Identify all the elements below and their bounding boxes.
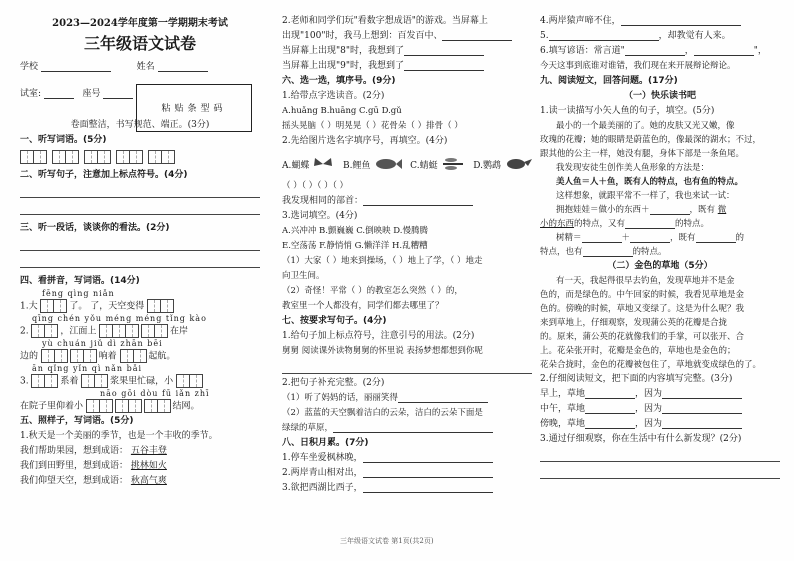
passage-2: 有一天，我起得很早去钓鱼，发现草地并不是金 色的，而是绿色的。中午回家的时候，我看见草地是金 色的。傍晚的时候，草地又变绿了。这是为什么呢？我 来到草地上，仔细观察，发现蒲公英的花瓣是合拢 的。原来，蒲公英的花就像我们的手掌，可以张开、合 上。花朵张开时，花瓣是金色的，草地也是金色的； 花朵合拢时，金色的花瓣被包住了，草地就变成绿色的了。 [540,276,762,370]
answer-blank[interactable] [583,246,633,257]
question-text: 2.两岸青山相对出， [282,466,532,481]
seat-label: 座号 [82,89,101,99]
question-text: 舅舅 阅读课外读物舅舅的怀里说 表扬梦想都想到你呢 [282,346,483,356]
pinyin-q1: 1.大 了。 了，天空变得 [20,299,260,314]
q5-intro: 1.秋天是一个美丽的季节，也是一个丰收的季节。 [20,431,218,441]
school-name-row [20,60,260,75]
paper-title: 三年级语文试卷 [83,34,196,53]
pinyin-q2: 2. ，江面上 在岸 [20,324,260,339]
options-text: A.huǎng B.huāng C.gū D.gǔ [282,106,402,116]
question-text: 2.把句子补充完整。(2分) [282,378,385,388]
answer-blank[interactable] [662,388,742,399]
animal-item: C.蜻蜓 [410,156,464,172]
question-text: 摇头晃脑（ ）明晃晃（ ）花骨朵（ ）排骨（ ） [282,121,463,131]
question-text: （2）奇怪！平常（ ）的教室怎么突然（ ）的， [282,286,463,296]
answer-row: 中午，草地 ，因为 [540,402,780,417]
butterfly-icon [312,156,334,172]
pinyin-hint: yù chuán jiǔ dì zhān bēi [42,339,163,348]
section-8-title: 八、日积月累。(7分) [282,438,369,448]
question-text: 2.仔细阅读短文，把下面的内容填写完整。(3分) [540,374,733,384]
answer-line[interactable] [540,447,780,462]
pinyin-hint: nāo gōi dòu fū iǎn zhī [100,389,210,398]
section-5-title: 五、照样子，写词语。(5分) [20,416,134,426]
answer-blank[interactable] [404,45,484,56]
answer-line[interactable] [20,253,260,268]
section-1-title: 一、听写词语。(5分) [20,135,107,145]
question-text: 3.通过仔细观察，你在生活中有什么新发现？(2分) [540,434,742,444]
question-text: 2.老师和同学们玩"看数字想成语"的游戏。当屏幕上 [282,16,488,26]
pinyin-hint: fēng qìng niǎn [42,289,115,298]
question-text: 当屏幕上出现"9"时，我想到了 [282,59,532,74]
answer-blank[interactable] [363,195,473,206]
column-middle [282,14,532,496]
page-footer: 三年级语文试卷 第1页(共2页) [340,537,434,545]
answer-blank[interactable] [363,467,493,478]
options-text: A.兴冲冲 B.颤巍巍 C.倒映映 D.慢腾腾 [282,226,429,236]
writing-note: 卷面整洁，书写规范、端正。(3分) [70,120,210,130]
name-field[interactable] [158,61,208,72]
carp-icon [374,156,402,172]
answer-line[interactable] [20,236,260,251]
answer-blank[interactable] [694,45,754,56]
answer-blank[interactable] [363,482,493,493]
answer-blank[interactable] [582,232,622,243]
question-text: （1）大家（ ）地来到操场，（ ）地上了学，（ ）地走 [282,256,483,266]
passage-2-title: （二）金色的草地（5分） [607,261,713,271]
animal-item: D.鹦鹉 [473,156,532,172]
animal-item: B.鲤鱼 [343,156,401,172]
pinyin-q3: 边的 响着 起航。 [20,349,260,364]
sticker-label: 粘贴条型码 [161,104,227,114]
question-text: 我发现相同的部首： [282,194,532,209]
question-text: 5. ，却教觉有人来。 [540,31,731,41]
name-label: 姓名 [136,62,155,72]
answer-blank[interactable] [363,452,493,463]
school-field[interactable] [41,61,111,72]
answer-blank[interactable] [585,388,635,399]
question-text: 3.选词填空。(4分) [282,211,358,221]
room-label: 试室: [20,89,42,99]
passage-1-title: （一）快乐读书吧 [623,91,696,101]
question-text: 今天这事到底谁对谁错，我们现在来开展辩论辩论。 [540,61,736,71]
answer-blank[interactable] [696,232,736,243]
question-text: 1.读一读描写小矢人鱼的句子，填空。(5分) [540,106,715,116]
answer-blank[interactable] [662,418,742,429]
passage-1: 最小的一个最美丽的了。她的皮肤又光又嫩，像 玫瑰的花瓣；她的眼睛是蔚蓝色的，像最深的湖水；不过， 跟其他的公主一样，她没有腿，身体下部是一条鱼尾。 我发现安徒生创作美人鱼形象的方法是： 美人鱼＝人＋鱼，既有人的特点，也有鱼的特点。 这样想象，就跟平常不一样了，我也来试一试： 拥抱娃娃＝做小的东西＋ ，既有 微 小的东西的特点，又有 的特点。 树精＝ ＋ ，既有 的 特点，也有 的特点。 [540,121,762,257]
answer-blank[interactable] [398,392,488,403]
answer-blank[interactable] [662,403,742,414]
answer-blank[interactable] [630,232,670,243]
question-text: 6.填写谚语：常言道" ， "， [540,46,767,56]
answer-blank[interactable] [549,30,659,41]
question-text: 3.欲把西湖比西子， [282,481,532,496]
pinyin-q4: 3. 系着 浆果里忙碌，小 [20,374,260,389]
question-text: 2.先给图片选名字填序号，再填空。(4分) [282,136,448,146]
options-text: E.空荡荡 F.静悄悄 G.懒洋洋 H.乱糟糟 [282,241,428,251]
answer-line[interactable] [20,200,260,215]
answer-blank[interactable] [621,15,741,26]
question-text: （2）蓝蓝的天空飘着洁白的云朵，洁白的云朵下面是 [282,408,483,418]
question-text: 1.给带点字选读音。(2分) [282,91,385,101]
q5-row: 我们到田野里，想到成语： 挑林如火 [20,461,167,471]
column-right [540,14,780,481]
school-label: 学校 [20,62,39,72]
section-3-title: 三、听一段话，谈谈你的看法。(2分) [20,223,170,233]
parrot-icon [504,156,532,172]
question-text: 教室里一个人都没有，同学们都去哪里了？ [282,301,444,311]
q5-row: 我们帮助果园，想到成语： 五谷丰登 [20,446,167,456]
answer-row: 傍晚，草地 ，因为 [540,417,780,432]
barcode-sticker-box [136,84,252,132]
pinyin-hint: ān qǐng yǐn qì nǎn bǎi [32,364,143,373]
answer-line[interactable] [282,359,532,374]
section-2-title: 二、听写句子，注意加上标点符号。(4分) [20,170,188,180]
question-text: 1.给句子加上标点符号，注意引号的用法。(2分) [282,331,475,341]
section-4-title: 四、看拼音，写词语。(14分) [20,276,140,286]
animal-images [282,151,532,177]
section-7-title: 七、按要求写句子。(4分) [282,316,387,326]
section-6-title: 六、选一选，填序号。(9分) [282,76,396,86]
answer-blank[interactable] [585,418,635,429]
animal-item: A.蝴蝶 [282,156,334,172]
answer-line[interactable] [540,464,780,479]
dragonfly-icon [441,156,465,172]
answer-blank[interactable] [585,403,635,414]
answer-blank[interactable] [333,422,493,433]
answer-blank[interactable] [625,45,685,56]
question-text: 1.停车坐爱枫林晚， [282,451,532,466]
question-text: 4.两岸猿声啼不住， [540,14,780,29]
q5-row: 我们仰望天空，想到成语： 秋高气爽 [20,476,167,486]
answer-row: 早上，草地 ，因为 [540,387,780,402]
question-text: （1）听了妈妈的话，丽丽笑得 [282,391,532,406]
seat-field[interactable] [103,88,133,99]
question-text: 当屏幕上出现"8"时，我想到了 [282,44,532,59]
answer-blank[interactable] [650,204,690,215]
pinyin-q5: 在院子里仰着小 结网。 [20,399,260,414]
dictation-grid [20,150,260,164]
question-text: 出现"100"时，我马上想到：百发百中、 [282,29,532,44]
answer-blank[interactable] [442,30,512,41]
question-text: 向卫生间。 [282,271,325,281]
answer-blanks[interactable]: （ ）（ ）（ ）（ ） [282,181,349,191]
answer-line[interactable] [20,183,260,198]
pinyin-hint: qīng chén yǒu méng méng tǐng kào [32,314,207,323]
exam-title: 2023—2024学年度第一学期期末考试 [52,18,228,29]
room-field[interactable] [44,88,74,99]
question-text: 绿绿的草原， [282,421,532,436]
section-9-title: 九、阅读短文，回答问题。(17分) [540,76,678,86]
answer-blank[interactable] [625,218,675,229]
answer-blank[interactable] [404,60,484,71]
